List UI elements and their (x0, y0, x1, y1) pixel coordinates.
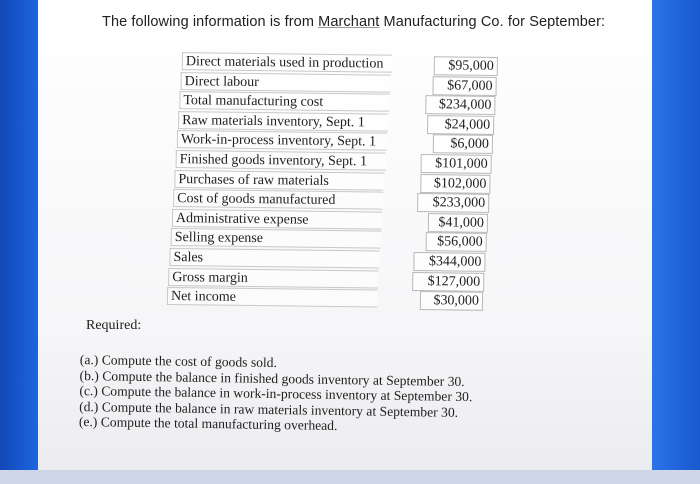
task-list (79, 352, 473, 436)
item-label: Cost of goods manufactured (173, 189, 383, 210)
item-label: Purchases of raw materials (174, 170, 384, 191)
item-label: Administrative expense (172, 209, 382, 230)
ledger-table (169, 52, 494, 309)
item-value: $127,000 (412, 271, 484, 291)
item-value: $30,000 (420, 291, 483, 311)
item-value: $344,000 (413, 252, 485, 272)
task-b: (b.) Compute the balance in finished goods inventory at September 30. (79, 367, 465, 389)
title-company: Marchant (318, 14, 380, 30)
title-prefix: The following information is from (102, 14, 319, 30)
item-label: Gross margin (168, 268, 378, 289)
screen-bezel-right (652, 0, 700, 484)
screen-bezel-left (0, 0, 38, 484)
item-label: Net income (167, 287, 377, 308)
task-c: (c.) Compute the balance in work-in-process inventory at September 30. (79, 383, 473, 405)
task-d: (d.) Compute the balance in raw materials inventory at September 30. (79, 398, 459, 420)
item-value: $233,000 (417, 193, 489, 213)
item-label: Selling expense (171, 228, 381, 249)
item-value: $41,000 (428, 213, 488, 233)
item-value: $24,000 (427, 115, 494, 135)
item-value: $95,000 (434, 56, 498, 76)
item-value: $56,000 (426, 232, 487, 252)
task-e: (e.) Compute the total manufacturing overhead. (78, 414, 338, 434)
document-page (38, 0, 652, 470)
item-value: $67,000 (432, 76, 496, 96)
item-value: $6,000 (433, 135, 493, 155)
title-suffix: Manufacturing Co. for September: (379, 14, 606, 30)
item-label: Work-in-process inventory, Sept. 1 (177, 130, 387, 151)
item-value: $101,000 (421, 154, 492, 174)
task-a: (a.) Compute the cost of goods sold. (79, 352, 278, 371)
item-label: Total manufacturing cost (179, 91, 389, 112)
item-value: $234,000 (425, 95, 495, 115)
item-value: $102,000 (420, 174, 490, 194)
required-heading: Required: (86, 318, 142, 333)
item-label: Finished goods inventory, Sept. 1 (176, 150, 386, 171)
item-label: Sales (169, 248, 379, 269)
item-label: Direct labour (181, 72, 391, 93)
problem-title (102, 14, 605, 30)
screen-bezel-bottom (0, 470, 700, 484)
item-label: Direct materials used in production (182, 52, 392, 73)
item-label: Raw materials inventory, Sept. 1 (178, 111, 388, 132)
